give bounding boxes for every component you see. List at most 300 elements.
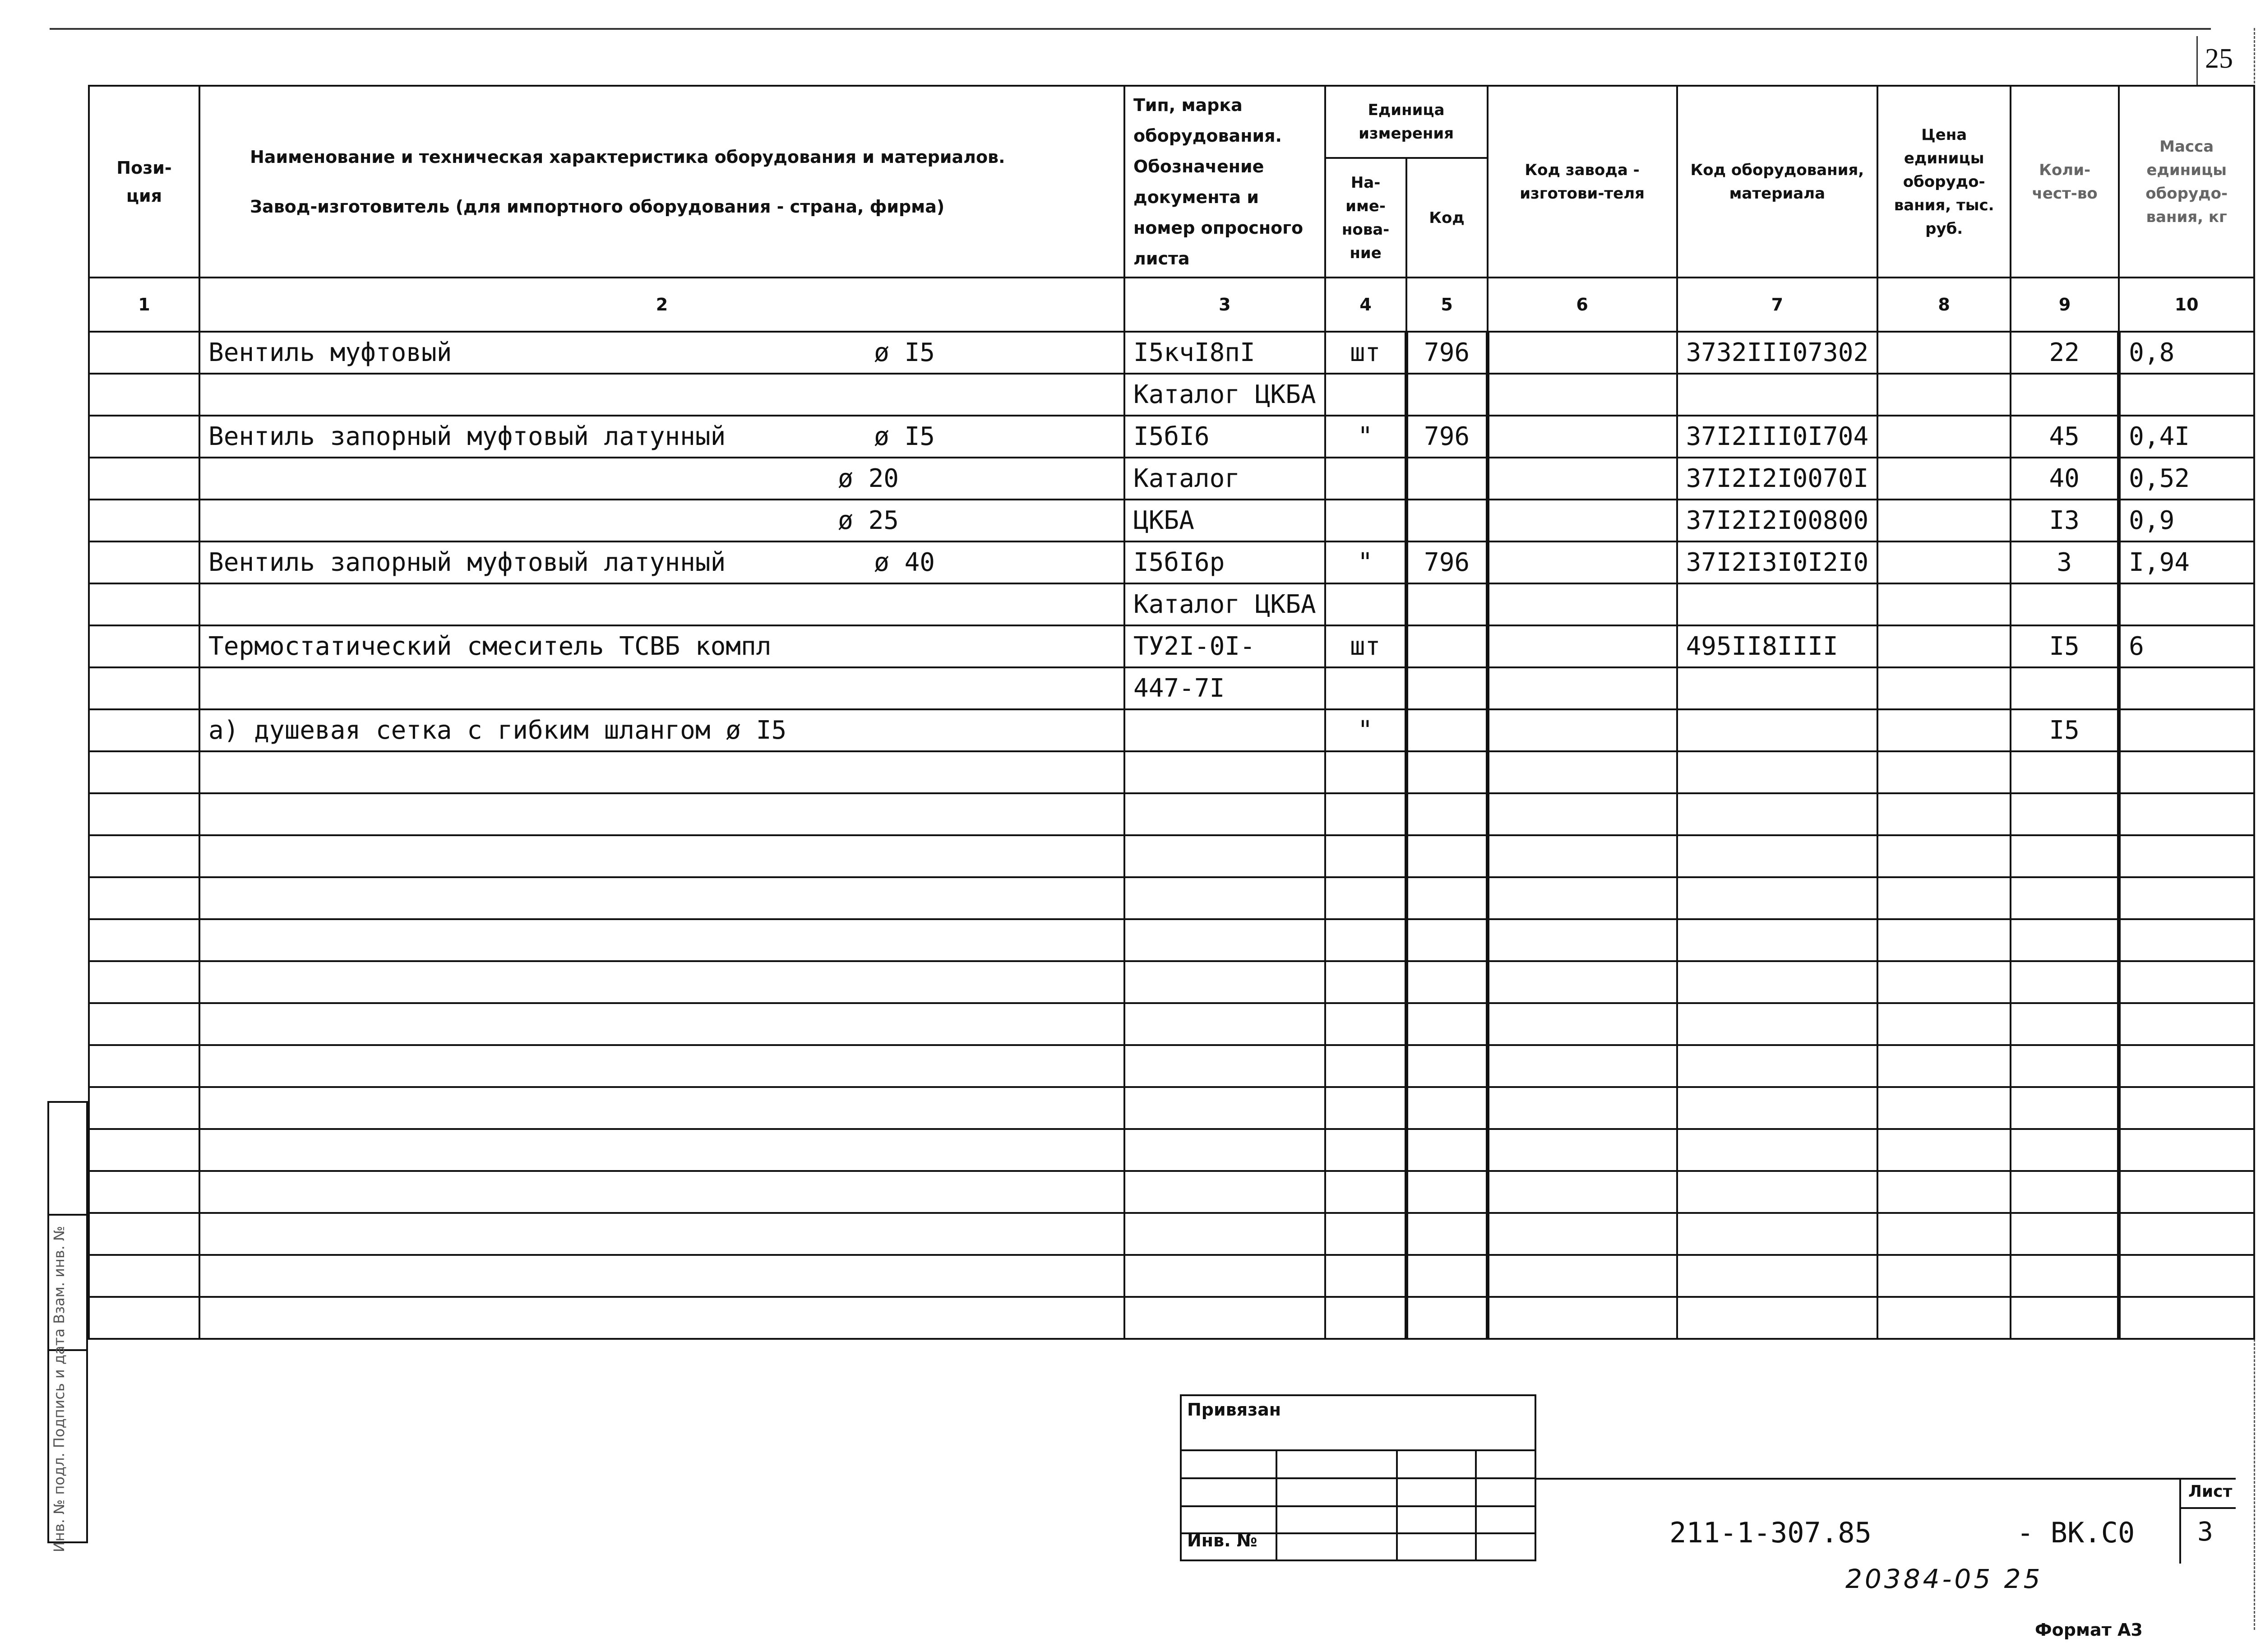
cell-price [1877,1171,2011,1213]
cell-code [1406,961,1488,1003]
cell-code [1406,374,1488,416]
cell-code [1406,1129,1488,1171]
cell-unit [1325,374,1406,416]
table-row [89,1129,2254,1171]
stamp-inventory-label: Инв. № [1187,1531,1257,1550]
cell-price [1877,1129,2011,1171]
cell-pos [89,961,199,1003]
document-suffix: - ВК.С0 [2017,1516,2135,1549]
table-row [89,1087,2254,1129]
cell-unit [1325,919,1406,961]
cell-pos [89,541,199,583]
column-number: 1 [89,278,199,332]
cell-mat [1677,835,1878,877]
cell-unit [1325,751,1406,793]
cell-qty [2011,1255,2119,1297]
cell-plant [1488,1087,1677,1129]
page-number: 25 [2205,43,2233,74]
item-name: Вентиль запорный муфтовый латунный [208,422,726,451]
cell-price [1877,1297,2011,1339]
cell-name [199,835,1124,877]
cell-type: I5кчI8пI [1124,332,1325,374]
cell-mat [1677,1171,1878,1213]
cell-name [199,877,1124,919]
item-name: а) душевая сетка с гибким шлангом ø I5 [208,716,787,745]
table-row [89,793,2254,835]
cell-mat [1677,1213,1878,1255]
cell-mass: 0,4I [2119,416,2254,458]
header-quantity: Коли-чест-во [2011,86,2119,278]
table-row [89,332,2254,374]
cell-name [199,961,1124,1003]
cell-type [1124,1003,1325,1045]
cell-qty: 22 [2011,332,2119,374]
cell-plant [1488,458,1677,500]
column-number: 10 [2119,278,2254,332]
cell-pos [89,1171,199,1213]
cell-mass [2119,919,2254,961]
cell-qty [2011,919,2119,961]
table-row [89,961,2254,1003]
cell-name [199,583,1124,625]
cell-qty [2011,1045,2119,1087]
cell-price [1877,1087,2011,1129]
cell-qty [2011,877,2119,919]
cell-mass [2119,835,2254,877]
cell-name [199,332,1124,374]
header-position: Пози- ция [89,86,199,278]
binding-strip-label: Инв. № подл. Подпись и дата Взам. инв. № [51,1226,68,1552]
cell-name [199,1003,1124,1045]
cell-unit: шт [1325,332,1406,374]
cell-mat [1677,709,1878,751]
stamp-line [1276,1449,1277,1559]
cell-pos [89,877,199,919]
cell-unit: шт [1325,625,1406,667]
cell-price [1877,583,2011,625]
cell-plant [1488,1213,1677,1255]
cell-name [199,458,1124,500]
cell-name [199,751,1124,793]
header-name-line2: Завод-изготовитель (для импортного оборудования - страна, фирма) [250,196,945,217]
cell-unit [1325,1213,1406,1255]
cell-code [1406,919,1488,961]
cell-mass [2119,877,2254,919]
cell-qty: I3 [2011,500,2119,541]
cell-pos [89,751,199,793]
sheet-cell-line [2179,1507,2236,1509]
cell-type [1124,1297,1325,1339]
cell-qty: 40 [2011,458,2119,500]
header-unit-name: На-име-нова-ние [1325,158,1406,278]
cell-unit [1325,1297,1406,1339]
cell-code [1406,583,1488,625]
cell-qty [2011,1003,2119,1045]
cell-plant [1488,751,1677,793]
document-code: 211-1-307.85 [1669,1516,1872,1549]
cell-type [1124,961,1325,1003]
table-row [89,919,2254,961]
stamp-line [1475,1449,1477,1559]
cell-code [1406,1213,1488,1255]
cell-type [1124,1087,1325,1129]
cell-plant [1488,919,1677,961]
cell-mat [1677,374,1878,416]
cell-pos [89,458,199,500]
cell-mat: 37I2III0I704 [1677,416,1878,458]
cell-pos [89,332,199,374]
table-row [89,583,2254,625]
cell-unit: " [1325,541,1406,583]
handwritten-archive-number: 20384-05 25 [1845,1564,2043,1594]
table-row [89,625,2254,667]
stamp-line [1182,1449,1535,1451]
cell-name [199,416,1124,458]
cell-mass [2119,751,2254,793]
stamp-line [1182,1477,1535,1479]
cell-name [199,1129,1124,1171]
sheet-number: 3 [2197,1516,2213,1547]
table-row [89,1045,2254,1087]
cell-mat: 37I2I2I00800 [1677,500,1878,541]
header-mass: Масса единицы оборудо-вания, кг [2119,86,2254,278]
cell-unit [1325,667,1406,709]
cell-qty [2011,374,2119,416]
table-row [89,667,2254,709]
column-number-row [89,278,2254,332]
column-number: 4 [1325,278,1406,332]
header-material-code: Код оборудования, материала [1677,86,1878,278]
header-unit-group: Единица измерения [1325,86,1488,158]
column-number: 2 [199,278,1124,332]
cell-unit [1325,1045,1406,1087]
sheet-label: Лист [2188,1482,2233,1501]
cell-mass: 0,52 [2119,458,2254,500]
table-body [89,332,2254,1339]
cell-pos [89,500,199,541]
cell-mass [2119,1255,2254,1297]
cell-code [1406,1045,1488,1087]
cell-code [1406,1087,1488,1129]
cell-unit [1325,793,1406,835]
specification-table [88,85,2255,1340]
cell-pos [89,1255,199,1297]
cell-type [1124,751,1325,793]
table-row [89,1003,2254,1045]
cell-type [1124,835,1325,877]
cell-price [1877,919,2011,961]
cell-mat [1677,583,1878,625]
cell-unit: " [1325,416,1406,458]
cell-code [1406,1003,1488,1045]
cell-code [1406,835,1488,877]
item-name: Вентиль муфтовый [208,338,452,367]
cell-plant [1488,374,1677,416]
cell-qty [2011,1129,2119,1171]
cell-mass: 0,9 [2119,500,2254,541]
cell-type: ТУ2I-0I- [1124,625,1325,667]
cell-qty [2011,1087,2119,1129]
cell-type: Каталог ЦКБА [1124,374,1325,416]
table-row [89,751,2254,793]
item-name: Вентиль запорный муфтовый латунный [208,548,726,577]
cell-price [1877,500,2011,541]
binding-stamp [1180,1394,1536,1561]
cell-qty [2011,751,2119,793]
cell-mat [1677,751,1878,793]
cell-pos [89,709,199,751]
cell-unit [1325,961,1406,1003]
cell-name [199,1171,1124,1213]
cell-type [1124,1129,1325,1171]
cell-mass [2119,793,2254,835]
cell-type [1124,1255,1325,1297]
cell-code [1406,751,1488,793]
cell-pos [89,1129,199,1171]
cell-plant [1488,332,1677,374]
cell-plant [1488,1297,1677,1339]
cell-qty: 45 [2011,416,2119,458]
cell-price [1877,793,2011,835]
cell-type: Каталог [1124,458,1325,500]
cell-name [199,500,1124,541]
cell-mass: 0,8 [2119,332,2254,374]
cell-unit [1325,500,1406,541]
cell-plant [1488,793,1677,835]
cell-name [199,793,1124,835]
cell-name [199,709,1124,751]
cell-name [199,374,1124,416]
cell-mass [2119,374,2254,416]
cell-plant [1488,667,1677,709]
item-diameter: ø 25 [838,506,899,535]
cell-name [199,1297,1124,1339]
table-row [89,1171,2254,1213]
cell-price [1877,374,2011,416]
cell-qty [2011,961,2119,1003]
cell-qty [2011,1171,2119,1213]
table-row [89,1255,2254,1297]
cell-mass [2119,1297,2254,1339]
cell-mass [2119,961,2254,1003]
cell-price [1877,1213,2011,1255]
header-name [199,86,1124,278]
cell-name [199,541,1124,583]
cell-type: I5бI6 [1124,416,1325,458]
table-row [89,1297,2254,1339]
cell-price [1877,877,2011,919]
cell-mat [1677,1297,1878,1339]
cell-name [199,1087,1124,1129]
cell-code [1406,793,1488,835]
cell-pos [89,583,199,625]
cell-price [1877,625,2011,667]
cell-code: 796 [1406,332,1488,374]
cell-type [1124,1171,1325,1213]
cell-code: 796 [1406,541,1488,583]
format-label: Формат А3 [2035,1620,2143,1640]
cell-mat [1677,961,1878,1003]
cell-mass: I,94 [2119,541,2254,583]
cell-price [1877,332,2011,374]
cell-plant [1488,1171,1677,1213]
cell-mass [2119,1213,2254,1255]
cell-mat [1677,1003,1878,1045]
cell-code: 796 [1406,416,1488,458]
header-type: Тип, марка оборудования. Обозначение документа и номер опросного листа [1124,86,1325,278]
cell-type: 447-7I [1124,667,1325,709]
cell-code [1406,1297,1488,1339]
cell-price [1877,667,2011,709]
table-row [89,1213,2254,1255]
cell-type [1124,709,1325,751]
cell-price [1877,1003,2011,1045]
sheet-cell-divider [2179,1478,2181,1564]
cell-plant [1488,1129,1677,1171]
cell-plant [1488,1003,1677,1045]
cell-pos [89,667,199,709]
cell-pos [89,793,199,835]
cell-qty: I5 [2011,709,2119,751]
cell-mass [2119,583,2254,625]
cell-mat: 37I2I3I0I2I0 [1677,541,1878,583]
cell-price [1877,458,2011,500]
cell-mat [1677,667,1878,709]
stamp-line [1182,1505,1535,1507]
cell-plant [1488,709,1677,751]
header-unit-code: Код [1406,158,1488,278]
cell-plant [1488,541,1677,583]
table-row [89,416,2254,458]
cell-unit [1325,1129,1406,1171]
cell-qty [2011,793,2119,835]
cell-mat [1677,877,1878,919]
cell-qty [2011,1213,2119,1255]
cell-qty [2011,835,2119,877]
cell-mass [2119,1171,2254,1213]
cell-mass [2119,667,2254,709]
cell-name [199,667,1124,709]
cell-type [1124,1213,1325,1255]
cell-name [199,1045,1124,1087]
item-diameter: ø I5 [874,422,935,451]
cell-pos [89,416,199,458]
cell-type [1124,877,1325,919]
cell-price [1877,416,2011,458]
cell-unit [1325,1087,1406,1129]
cell-plant [1488,583,1677,625]
cell-qty: I5 [2011,625,2119,667]
header-plant-code: Код завода - изготови-теля [1488,86,1677,278]
cell-qty [2011,583,2119,625]
table-row [89,877,2254,919]
cell-type: ЦКБА [1124,500,1325,541]
cell-unit [1325,458,1406,500]
cell-code [1406,458,1488,500]
cell-plant [1488,625,1677,667]
cell-plant [1488,1045,1677,1087]
table-row [89,374,2254,416]
cell-mass: 6 [2119,625,2254,667]
table-row [89,458,2254,500]
stamp-label: Привязан [1187,1400,1281,1420]
item-diameter: ø I5 [874,338,935,367]
cell-type: I5бI6р [1124,541,1325,583]
cell-type [1124,1045,1325,1087]
cell-qty [2011,667,2119,709]
cell-mat [1677,1129,1878,1171]
column-number: 3 [1124,278,1325,332]
cell-pos [89,919,199,961]
cell-plant [1488,1255,1677,1297]
table-row [89,541,2254,583]
cell-unit [1325,1171,1406,1213]
cell-pos [89,1297,199,1339]
header-price: Цена единицы оборудо-вания, тыс. руб. [1877,86,2011,278]
column-number: 6 [1488,278,1677,332]
cell-pos [89,1045,199,1087]
cell-plant [1488,416,1677,458]
table-row [89,500,2254,541]
cell-plant [1488,961,1677,1003]
cell-mat [1677,1045,1878,1087]
cell-mass [2119,1129,2254,1171]
cell-plant [1488,500,1677,541]
cell-unit [1325,1003,1406,1045]
cell-pos [89,1213,199,1255]
stamp-line [1396,1449,1398,1559]
cell-code [1406,877,1488,919]
cell-code [1406,709,1488,751]
cell-type: Каталог ЦКБА [1124,583,1325,625]
cell-price [1877,1255,2011,1297]
cell-code [1406,625,1488,667]
cell-mass [2119,1087,2254,1129]
cell-pos [89,1087,199,1129]
cell-pos [89,625,199,667]
column-number: 8 [1877,278,2011,332]
cell-name [199,1255,1124,1297]
cell-pos [89,835,199,877]
cell-plant [1488,835,1677,877]
cell-qty [2011,1297,2119,1339]
cell-mat [1677,1255,1878,1297]
cell-price [1877,835,2011,877]
cell-plant [1488,877,1677,919]
cell-mass [2119,1003,2254,1045]
cell-pos [89,1003,199,1045]
table-row [89,835,2254,877]
cell-mat: 37I2I2I0070I [1677,458,1878,500]
cell-mat [1677,919,1878,961]
cell-qty: 3 [2011,541,2119,583]
cell-mat: 495II8IIII [1677,625,1878,667]
item-diameter: ø 20 [838,464,899,493]
cell-code [1406,667,1488,709]
top-border-line [50,28,2211,30]
item-diameter: ø 40 [874,548,935,577]
column-number: 7 [1677,278,1878,332]
cell-price [1877,1045,2011,1087]
cell-mass [2119,1045,2254,1087]
cell-price [1877,961,2011,1003]
cell-price [1877,751,2011,793]
cell-type [1124,919,1325,961]
column-number: 5 [1406,278,1488,332]
header-name-line1: Наименование и техническая характеристика оборудования и материалов. [250,147,1005,167]
cell-code [1406,1171,1488,1213]
table-row [89,709,2254,751]
